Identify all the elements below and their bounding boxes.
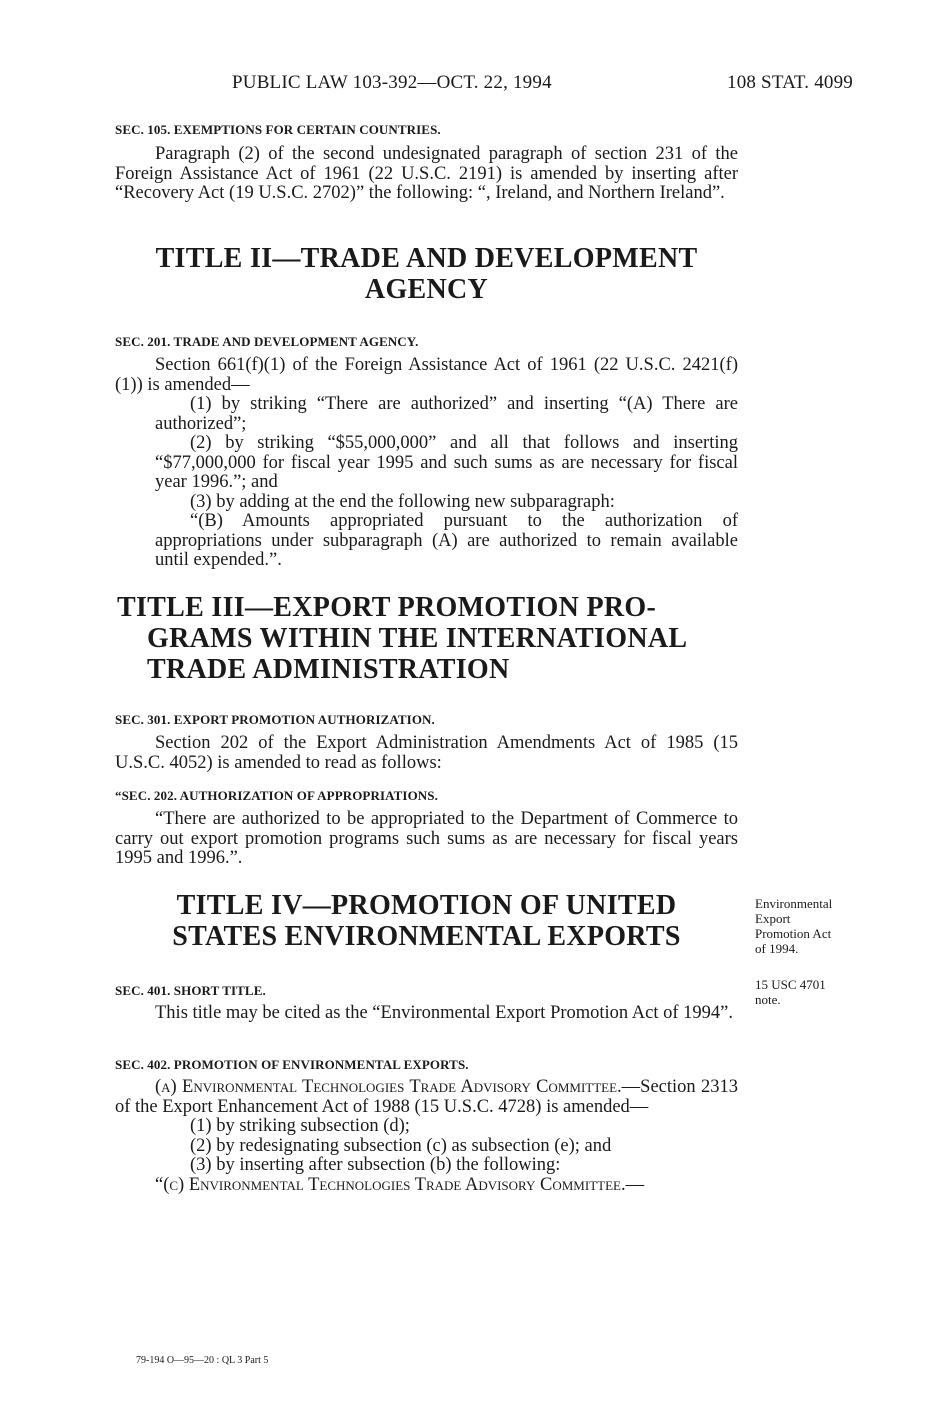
section-401-text: This title may be cited as the “Environmental Export Promotion Act of 1994”. [155, 1003, 733, 1023]
title-4-line2: STATES ENVIRONMENTAL EXPORTS [172, 921, 681, 952]
section-402-item-2: (2) by redesignating subsection (c) as subsection (e); and [190, 1135, 612, 1156]
section-402-c-dash: — [625, 1174, 645, 1195]
section-402-a-text: —Section 2313 of the Export Enhancement Act of 1988 (15 U.S.C. 4728) is amended— [115, 1077, 738, 1117]
section-105-body [115, 145, 738, 204]
sidenote-usc-line2: note. [755, 992, 781, 1007]
section-201-body [115, 356, 738, 571]
sidenote-usc-line1: 15 USC 4701 [755, 977, 826, 992]
title-3-line1: TITLE III—EXPORT PROMOTION PRO- [117, 592, 657, 623]
section-402-a-label: (a) Environmental Technologies Trade Advisory Committee. [155, 1077, 622, 1097]
title-4-line1: TITLE IV—PROMOTION OF UNITED [176, 890, 677, 921]
section-202-body [115, 810, 738, 869]
title-2-heading [115, 243, 738, 305]
running-header-stat: 108 STAT. 4099 [727, 72, 854, 93]
section-301-text: Section 202 of the Export Administration Amendments Act of 1985 (15 U.S.C. 4052) is amended to read as follows: [115, 733, 738, 773]
section-402-item-1: (1) by striking subsection (d); [190, 1116, 410, 1136]
section-301-heading: SEC. 301. EXPORT PROMOTION AUTHORIZATION. [115, 712, 435, 727]
section-105-heading: SEC. 105. EXEMPTIONS FOR CERTAIN COUNTRIES. [115, 122, 441, 137]
section-402-a [115, 1078, 738, 1117]
footer-print-code: 79-194 O—95—20 : QL 3 Part 5 [136, 1355, 269, 1366]
title-2-line2: AGENCY [364, 274, 489, 305]
sidenote-act-line4: of 1994. [755, 941, 799, 956]
sidenote-usc [755, 977, 880, 1007]
title-3-heading [115, 592, 738, 685]
section-201-item-1: (1) by striking “There are authorized” and inserting “(A) There are authorized”; [155, 394, 738, 434]
section-201-heading: SEC. 201. TRADE AND DEVELOPMENT AGENCY. [115, 334, 419, 349]
sidenote-act-line2: Export [755, 911, 791, 926]
section-402-body [115, 1078, 738, 1195]
sidenote-act-name [755, 896, 880, 956]
title-3-line2: GRAMS WITHIN THE INTERNATIONAL [147, 623, 688, 654]
section-402-heading: SEC. 402. PROMOTION OF ENVIRONMENTAL EXPORTS. [115, 1057, 469, 1072]
section-201-item-2: (2) by striking “$55,000,000” and all that follows and inserting “$77,000,000 for fiscal year 1995 and such sums as are necessary for fiscal year 1996.”; and [155, 433, 738, 492]
title-3-line3: TRADE ADMINISTRATION [147, 654, 510, 685]
section-201-intro: Section 661(f)(1) of the Foreign Assistance Act of 1961 (22 U.S.C. 2421(f)(1)) is amended— [115, 355, 738, 395]
running-header-title: PUBLIC LAW 103-392—OCT. 22, 1994 [232, 72, 552, 93]
title-2-line1: TITLE II—TRADE AND DEVELOPMENT [155, 243, 698, 274]
title-4-heading [115, 890, 738, 952]
section-402-c-label: “(c) Environmental Technologies Trade Advisory Committee. [155, 1174, 626, 1195]
section-202-heading: “SEC. 202. AUTHORIZATION OF APPROPRIATIONS. [115, 788, 438, 803]
section-202-text: “There are authorized to be appropriated to the Department of Commerce to carry out export promotion programs such sums as are necessary for fiscal years 1995 and 1996.”. [115, 809, 738, 868]
section-401-heading: SEC. 401. SHORT TITLE. [115, 983, 266, 998]
sidenote-act-line3: Promotion Act [755, 926, 832, 941]
section-402-c [115, 1176, 738, 1196]
section-201-item-3: (3) by adding at the end the following new subparagraph: [190, 491, 615, 512]
sidenote-act-line1: Environmental [755, 896, 833, 911]
section-401-body [115, 1004, 738, 1024]
section-301-body [115, 734, 738, 773]
section-402-item-3: (3) by inserting after subsection (b) the following: [190, 1155, 561, 1175]
section-105-text: Paragraph (2) of the second undesignated paragraph of section 231 of the Foreign Assistance Act of 1961 (22 U.S.C. 2191) is amended by inserting after “Recovery Act (19 U.S.C. 2702)” the following: “, Ireland, and Northern Ireland”. [115, 144, 738, 203]
section-201-quote: “(B) Amounts appropriated pursuant to the authorization of appropriations under subparagraph (A) are authorized to remain available until expended.”. [155, 511, 738, 570]
